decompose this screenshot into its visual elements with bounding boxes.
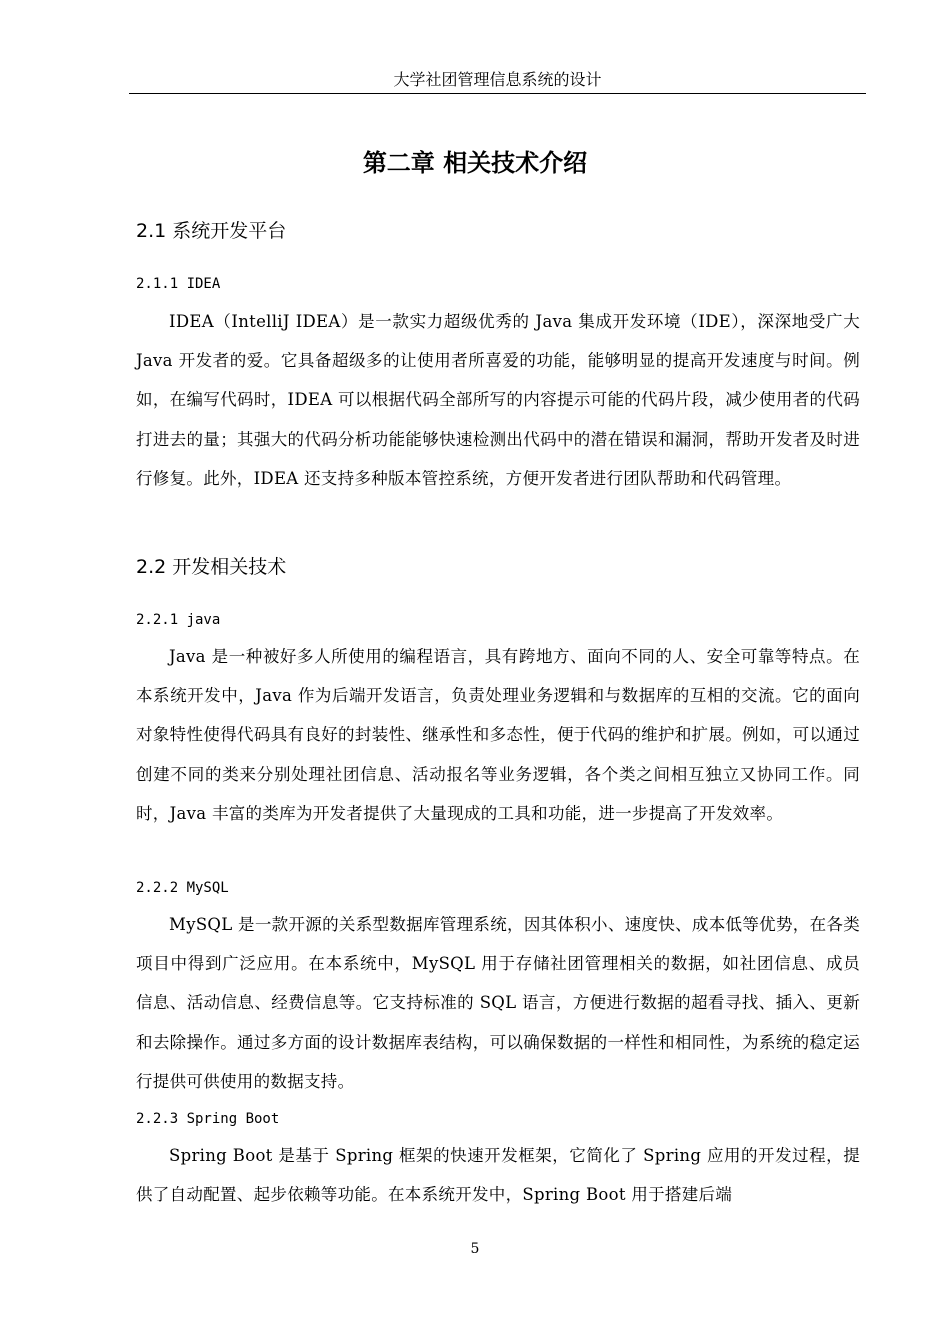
page-number: 5 xyxy=(470,1241,480,1257)
section-2-1-title: 2.1 系统开发平台 xyxy=(136,220,287,242)
header-title: 大学社团管理信息系统的设计 xyxy=(393,70,602,89)
paragraph-spring-boot: Spring Boot 是基于 Spring 框架的快速开发框架，它简化了 Spring 应用的开发过程，提供了自动配置、起步依赖等功能。在本系统开发中，Spring Boot 用于搭建后端 xyxy=(136,1146,860,1205)
chapter-title: 第二章 相关技术介绍 xyxy=(362,149,588,177)
subsection-2-1-1-title: 2.1.1 IDEA xyxy=(136,276,221,292)
paragraph-idea: IDEA（IntelliJ IDEA）是一款实力超级优秀的 Java 集成开发环境（IDE），深深地受广大 Java 开发者的爱。它具备超级多的让使用者所喜爱的功能，能够明显的提高开发速度与时间。例如，在编写代码时，IDEA 可以根据代码全部所写的内容提示可能的代码片段，减少使用者的代码打进去的量；其强大的代码分析功能能够快速检测出代码中的潜在错误和漏洞，帮助开发者及时进行修复。此外，IDEA 还支持多种版本管控系统，方便开发者进行团队帮助和代码管理。 xyxy=(136,312,860,488)
page-header xyxy=(129,66,866,94)
paragraph-mysql: MySQL 是一款开源的关系型数据库管理系统，因其体积小、速度快、成本低等优势，在各类项目中得到广泛应用。在本系统中，MySQL 用于存储社团管理相关的数据，如社团信息、成员信息、活动信息、经费信息等。它支持标准的 SQL 语言，方便进行数据的超看寻找、插入、更新和去除操作。通过多方面的设计数据库表结构，可以确保数据的一样性和相同性，为系统的稳定运行提供可供使用的数据支持。 xyxy=(136,915,860,1091)
subsection-2-2-2-title: 2.2.2 MySQL xyxy=(136,880,229,896)
subsection-2-2-3-title: 2.2.3 Spring Boot xyxy=(136,1111,280,1127)
paragraph-java: Java 是一种被好多人所使用的编程语言，具有跨地方、面向不同的人、安全可靠等特点。在本系统开发中，Java 作为后端开发语言，负责处理业务逻辑和与数据库的互相的交流。它的面向对象特性使得代码具有良好的封装性、继承性和多态性，便于代码的维护和扩展。例如，可以通过创建不同的类来分别处理社团信息、活动报名等业务逻辑，各个类之间相互独立又协同工作。同时，Java 丰富的类库为开发者提供了大量现成的工具和功能，进一步提高了开发效率。 xyxy=(136,647,860,823)
subsection-2-2-1-title: 2.2.1 java xyxy=(136,612,221,628)
section-2-2-title: 2.2 开发相关技术 xyxy=(136,556,287,578)
